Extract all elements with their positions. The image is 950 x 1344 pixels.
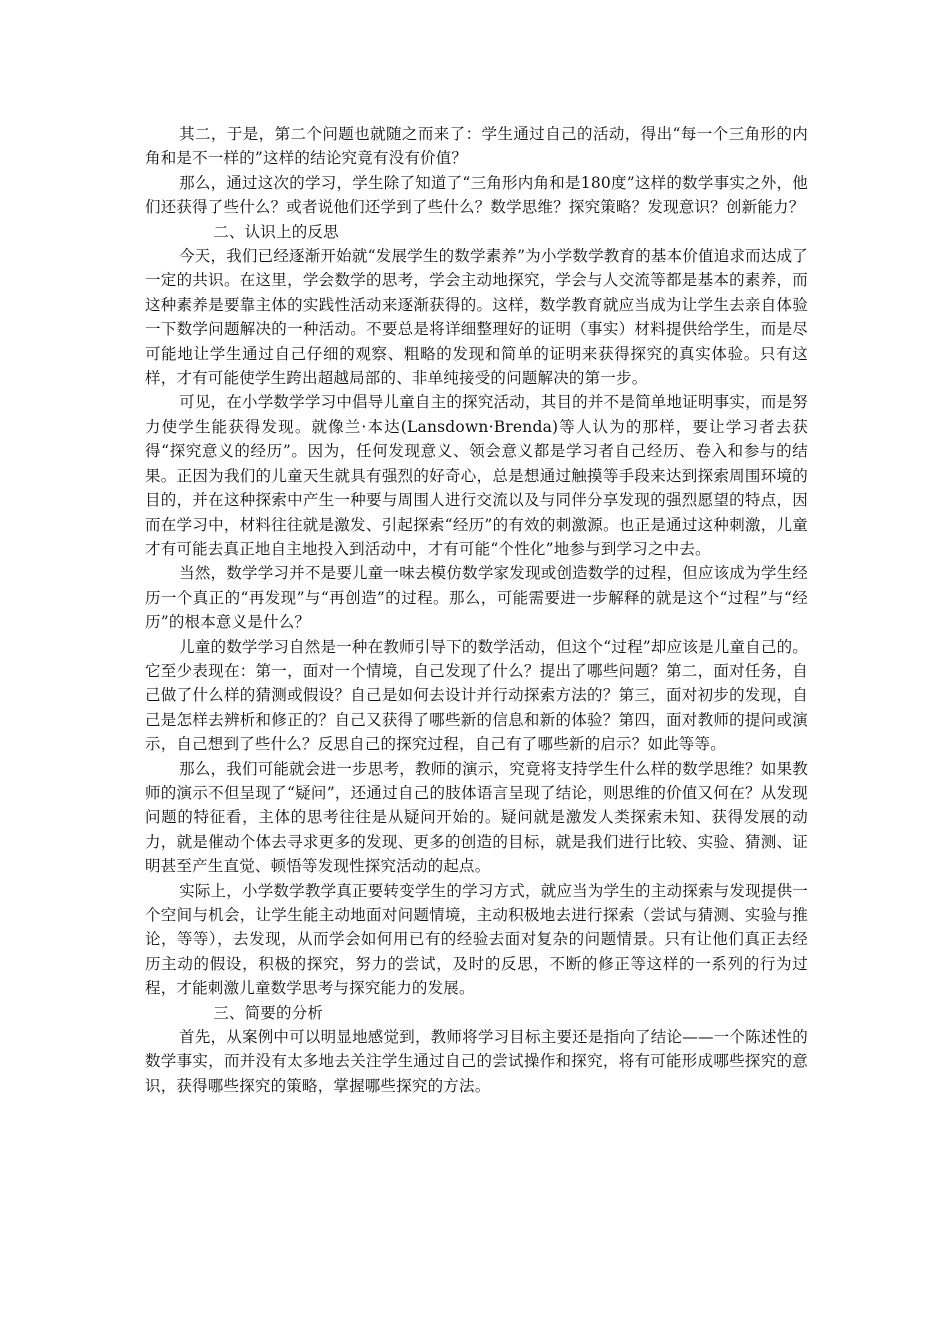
paragraph-3: 今天，我们已经逐渐开始就“发展学生的数学素养”为小学数学教育的基本价值追求而达成了一定的共识。在这里，学会数学的思考，学会主动地探究，学会与人交流等都是基本的素养，而这种素养是要靠主体的实践性活动来逐渐获得的。这样，数学教育就应当成为让学生去亲自体验一下数学问题解决的一种活动。不要总是将详细整理好的证明（事实）材料提供给学生，而是尽可能地让学生通过自己仔细的观察、粗略的发现和简单的证明来获得探究的真实体验。只有这样，才有可能使学生跨出超越局部的、非单纯接受的问题解决的第一步。 <box>145 247 808 388</box>
paragraph-4: 可见，在小学数学学习中倡导儿童自主的探究活动，其目的并不是简单地证明事实，而是努力使学生能获得发现。就像兰·本达(Lansdown·Brenda)等人认为的那样，要让学习者去获得“探究意义的经历”。因为，任何发现意义、领会意义都是学习者自己经历、卷入和参与的结果。正因为我们的儿童天生就具有强烈的好奇心，总是想通过触摸等手段来达到探索周围环境的目的，并在这种探索中产生一种要与周围人进行交流以及与同伴分享发现的强烈愿望的特点，因而在学习中，材料往往就是激发、引起探索“经历”的有效的刺激源。也正是通过这种刺激，儿童才有可能去真正地自主地投入到活动中，才有可能“个性化”地参与到学习之中去。 <box>145 393 808 558</box>
paragraph-7: 那么，我们可能就会进一步思考，教师的演示，究竟将支持学生什么样的数学思维？如果教师的演示不但呈现了“疑问”，还通过自己的肢体语言呈现了结论，则思维的价值又何在？从发现问题的特征看，主体的思考往往是从疑问开始的。疑问就是激发人类探索未知、获得发展的动力，就是催动个体去寻求更多的发现、更多的创造的目标，就是我们进行比较、实验、猜测、证明甚至产生直觉、顿悟等发现性探究活动的起点。 <box>145 759 808 876</box>
paragraph-6: 儿童的数学学习自然是一种在教师引导下的数学活动，但这个“过程”却应该是儿童自己的。它至少表现在：第一，面对一个情境，自己发现了什么？提出了哪些问题？第二，面对任务，自己做了什么样的猜测或假设？自己是如何去设计并行动探索方法的？第三，面对初步的发现，自己是怎样去辨析和修正的？自己又获得了哪些新的信息和新的体验？第四，面对教师的提问或演示，自己想到了些什么？反思自己的探究过程，自己有了哪些新的启示？如此等等。 <box>145 637 808 754</box>
document-body <box>145 122 808 1098</box>
paragraph-5: 当然，数学学习并不是要儿童一味去模仿数学家发现或创造数学的过程，但应该成为学生经历一个真正的“再发现”与“再创造”的过程。那么，可能需要进一步解释的就是这个“过程”与“经历”的根本意义是什么？ <box>145 564 808 632</box>
paragraph-2: 那么，通过这次的学习，学生除了知道了“三角形内角和是180度”这样的数学事实之外，他们还获得了些什么？或者说他们还学到了些什么？数学思维？探究策略？发现意识？创新能力？ <box>145 173 808 217</box>
section-heading-3: 三、简要的分析 <box>213 1003 324 1022</box>
section-heading-2: 二、认识上的反思 <box>213 222 339 241</box>
paragraph-9: 首先，从案例中可以明显地感觉到，教师将学习目标主要还是指向了结论——一个陈述性的数学事实，而并没有太多地去关注学生通过自己的尝试操作和探究，将有可能形成哪些探究的意识，获得哪些探究的策略，掌握哪些探究的方法。 <box>145 1028 808 1095</box>
paragraph-1: 其二，于是，第二个问题也就随之而来了：学生通过自己的活动，得出“每一个三角形的内角和是不一样的”这样的结论究竟有没有价值？ <box>145 125 808 168</box>
paragraph-8: 实际上，小学数学教学真正要转变学生的学习方式，就应当为学生的主动探索与发现提供一个空间与机会，让学生能主动地面对问题情境，主动积极地去进行探索（尝试与猜测、实验与推论，等等），去发现，从而学会如何用已有的经验去面对复杂的问题情景。只有让他们真正去经历主动的假设，积极的探究，努力的尝试，及时的反思，不断的修正等这样的一系列的行为过程，才能刺激儿童数学思考与探究能力的发展。 <box>145 881 808 998</box>
